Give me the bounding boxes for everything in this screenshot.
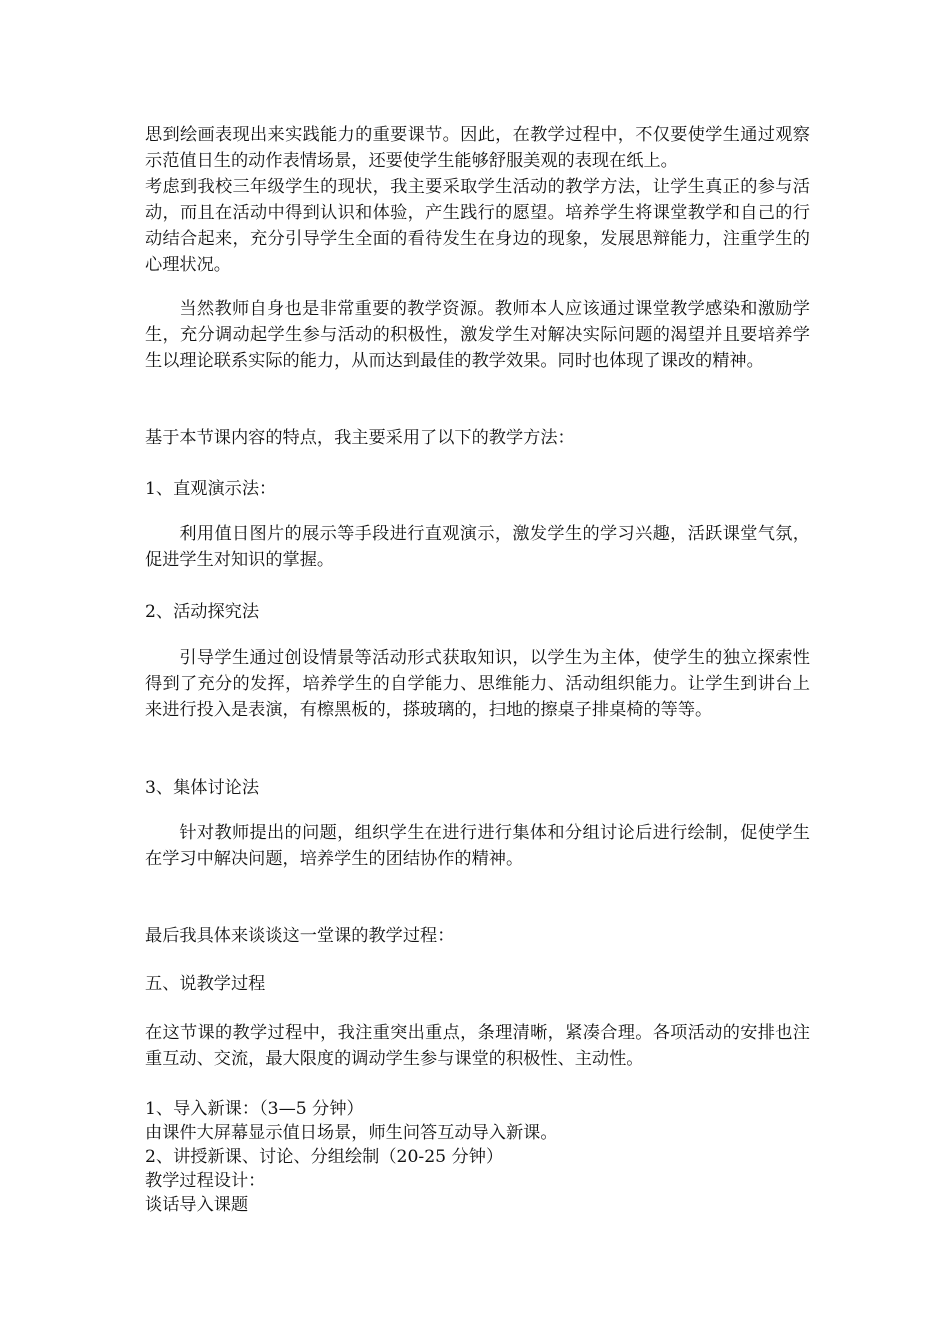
heading-method-3: 3、集体讨论法 — [145, 778, 260, 798]
paragraph-method-3: 针对教师提出的问题，组织学生在进行进行集体和分组讨论后进行绘制，促使学生在学习中解决问题，培养学生的团结协作的精神。 — [145, 823, 810, 869]
paragraph-teacher-resource: 当然教师自身也是非常重要的教学资源。教师本人应该通过课堂教学感染和激励学生，充分调动起学生参与活动的积极性，激发学生对解决实际问题的渴望并且要培养学生以理论联系实际的能力，从而达到最佳的教学效果。同时也体现了课改的精神。 — [145, 299, 810, 371]
paragraph-methods-intro: 基于本节课内容的特点，我主要采用了以下的教学方法： — [145, 428, 575, 448]
list-item-talk-intro: 谈话导入课题 — [145, 1195, 249, 1215]
list-item-design-label: 教学过程设计： — [145, 1171, 266, 1191]
list-item-step-1-detail: 由课件大屏幕显示值日场景，师生问答互动导入新课。 — [145, 1123, 558, 1143]
list-item-step-2: 2、讲授新课、讨论、分组绘制（20-25 分钟） — [145, 1147, 504, 1167]
paragraph-intro-continuation: 思到绘画表现出来实践能力的重要课节。因此，在教学过程中，不仅要使学生通过观察示范值日生的动作表情场景，还要使学生能够舒服美观的表现在纸上。 — [145, 125, 810, 171]
paragraph-process-overview: 在这节课的教学过程中，我注重突出重点，条理清晰，紧凑合理。各项活动的安排也注重互动、交流，最大限度的调动学生参与课堂的积极性、主动性。 — [145, 1023, 810, 1069]
heading-section-5: 五、说教学过程 — [145, 974, 266, 994]
paragraph-method-2: 引导学生通过创设情景等活动形式获取知识，以学生为主体，使学生的独立探索性得到了充分的发挥，培养学生的自学能力、思维能力、活动组织能力。让学生到讲台上来进行投入是表演，有檫黑板的，搽玻璃的，扫地的擦桌子排桌椅的等等。 — [145, 648, 810, 720]
paragraph-method-1: 利用值日图片的展示等手段进行直观演示，激发学生的学习兴趣，活跃课堂气氛，促进学生对知识的掌握。 — [145, 524, 810, 570]
paragraph-student-status: 考虑到我校三年级学生的现状，我主要采取学生活动的教学方法，让学生真正的参与活动，而且在活动中得到认识和体验，产生践行的愿望。培养学生将课堂教学和自己的行动结合起来，充分引导学生全面的看待发生在身边的现象，发展思辩能力，注重学生的心理状况。 — [145, 177, 810, 275]
list-item-step-1: 1、导入新课：（3—5 分钟） — [145, 1099, 364, 1119]
paragraph-process-intro: 最后我具体来谈谈这一堂课的教学过程： — [145, 926, 455, 946]
heading-method-2: 2、活动探究法 — [145, 602, 260, 622]
heading-method-1: 1、直观演示法： — [145, 479, 277, 499]
